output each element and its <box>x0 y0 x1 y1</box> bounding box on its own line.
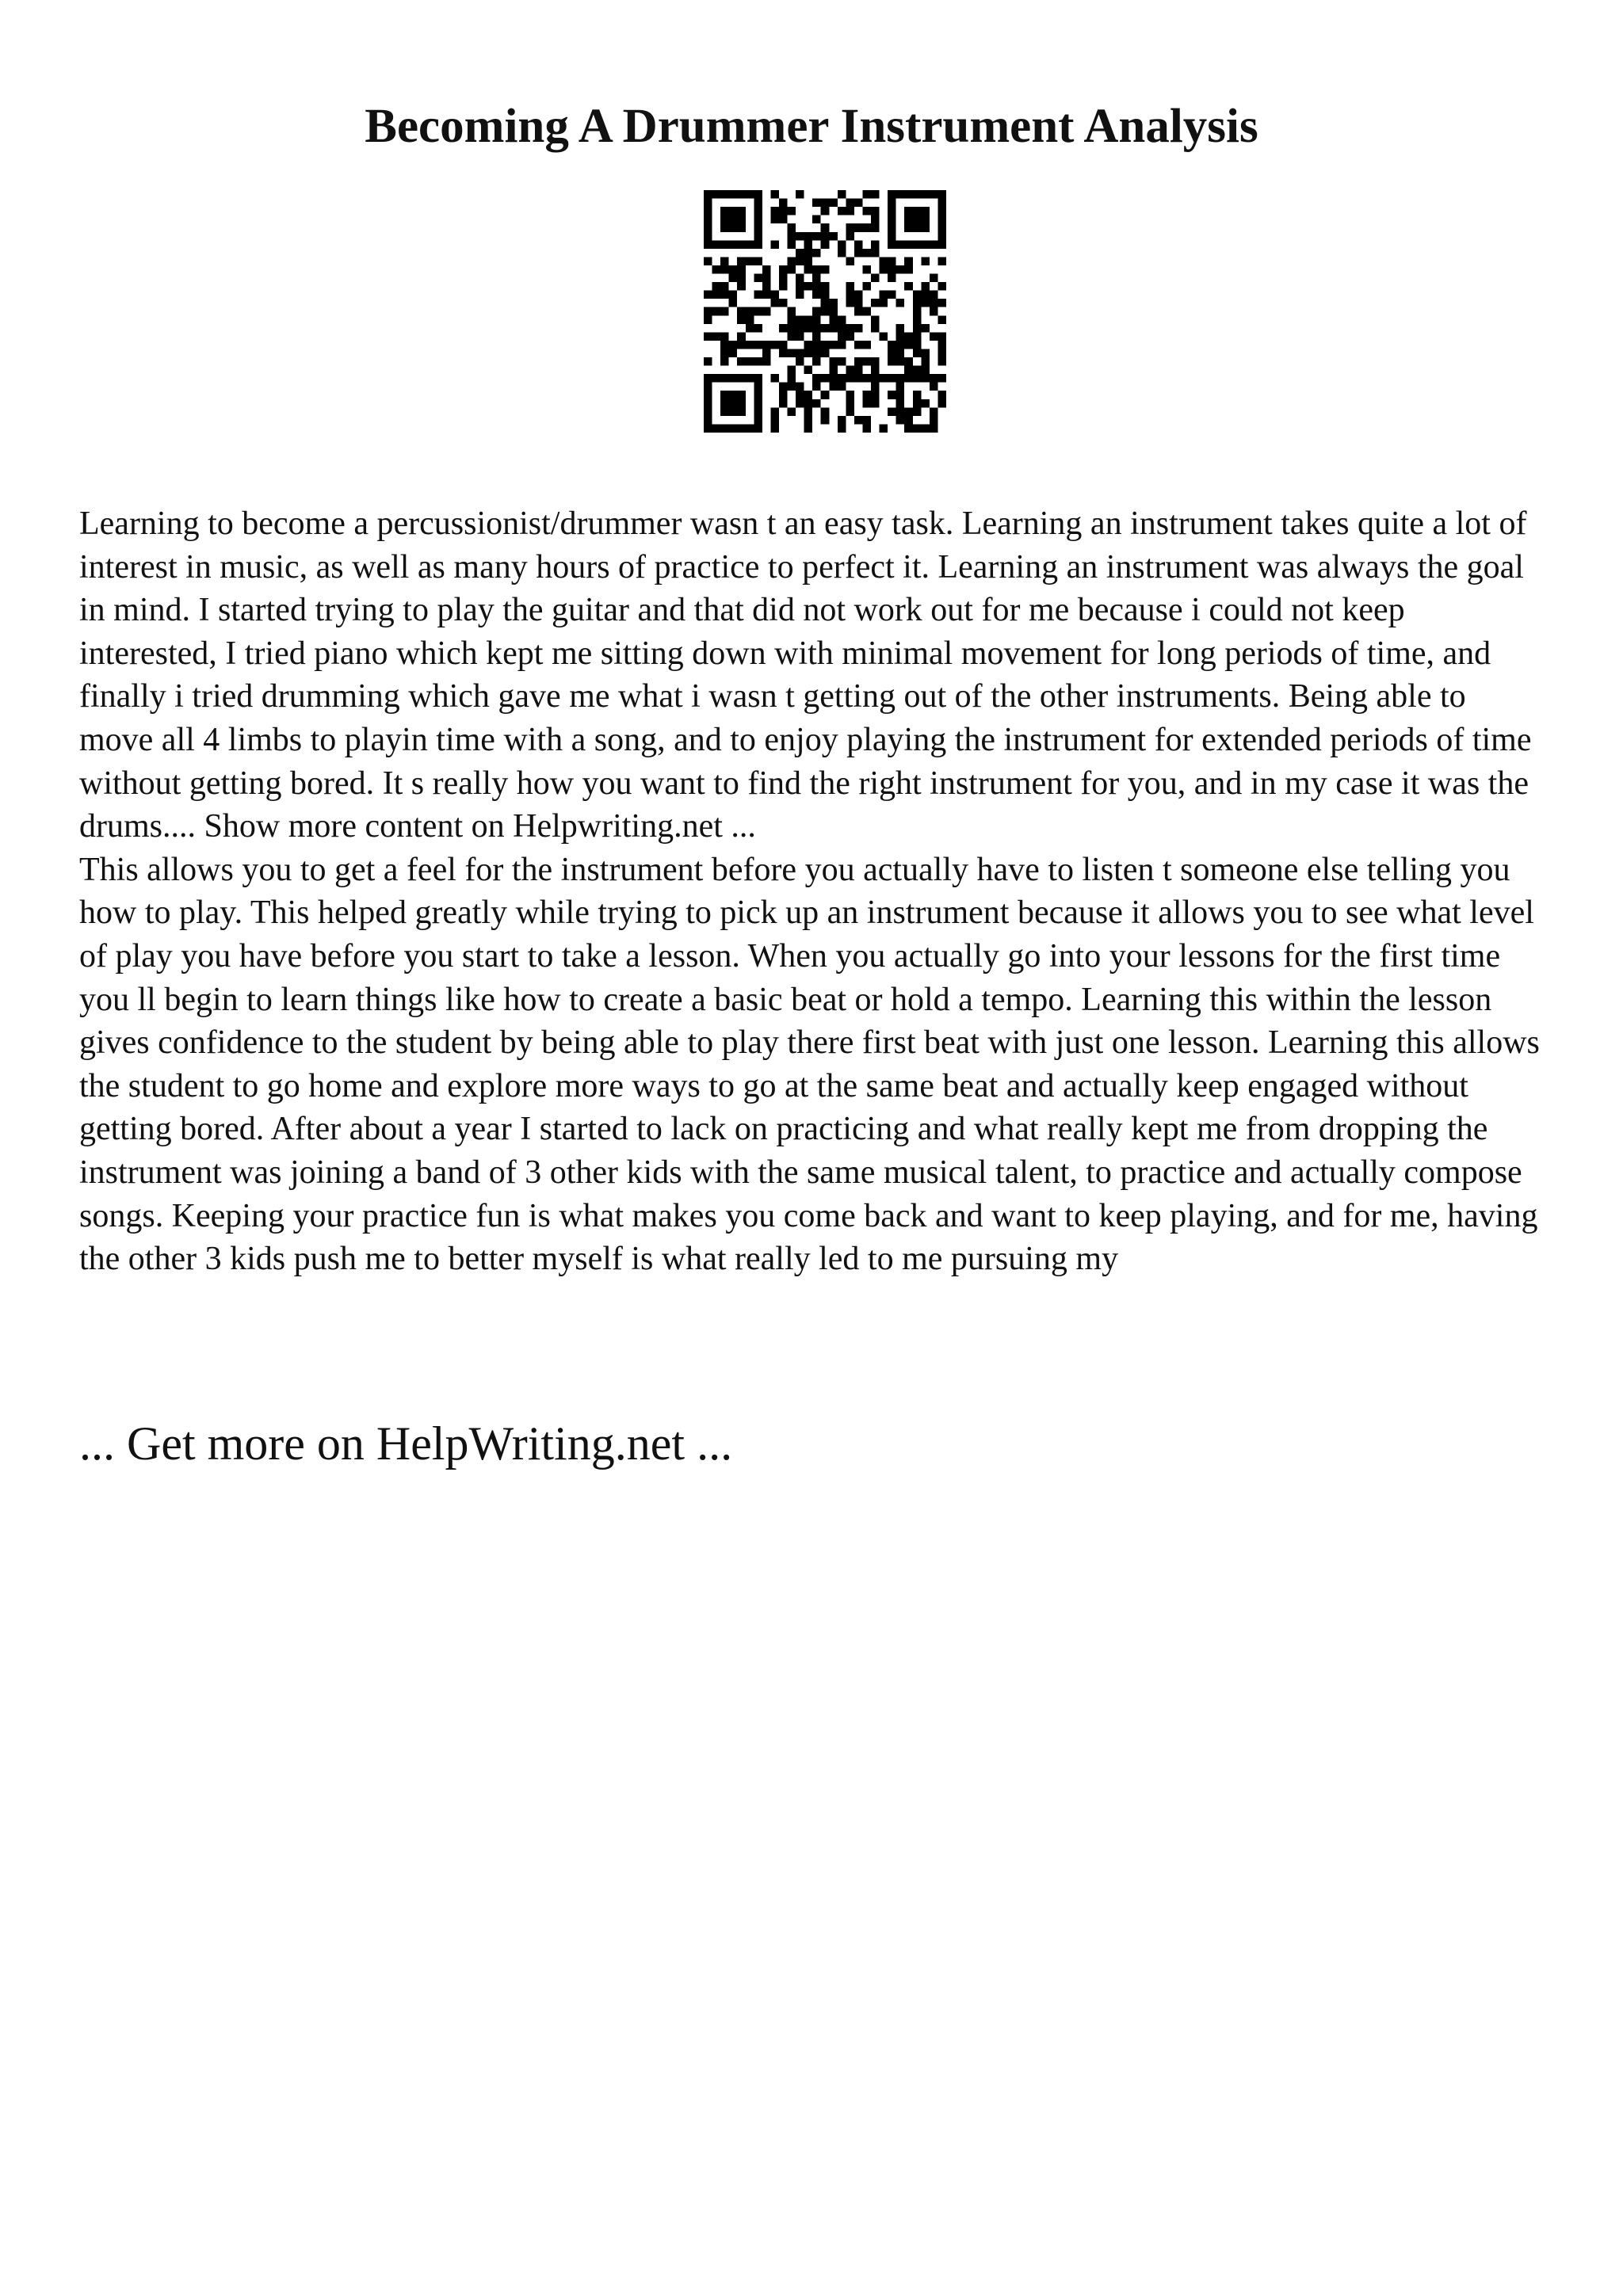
qr-code-graphic <box>704 190 946 433</box>
paragraph-1: Learning to become a percussionist/drummer wasn t an easy task. Learning an instrument takes quite a lot of interest in music, as well as many hours of practice to perfect it. Learning an instrument was always the goal in mind. I started trying to play the guitar and that did not work out for me because i could not keep interested, I tried piano which kept me sitting down with minimal movement for long periods of time, and finally i tried drumming which gave me what i wasn t getting out of the other instruments. Being able to move all 4 limbs to playin time with a song, and to enjoy playing the instrument for extended periods of time without getting bored. It s really how you want to find the right instrument for you, and in my case it was the drums.... Show more content on Helpwriting.net ... <box>79 505 1532 845</box>
qr-code-icon[interactable] <box>704 190 946 433</box>
paragraph-2: This allows you to get a feel for the instrument before you actually have to listen t someone else telling you how to play. This helped greatly while trying to pick up an instrument because it allows you to see what level of play you have before you start to take a lesson. When you actually go into your lessons for the first time you ll begin to learn things like how to create a basic beat or hold a tempo. Learning this within the lesson gives confidence to the student by being able to play there first beat with just one lesson. Learning this allows the student to go home and explore more ways to go at the same beat and actually keep engaged without getting bored. After about a year I started to lack on practicing and what really kept me from dropping the instrument was joining a band of 3 other kids with the same musical talent, to practice and actually compose songs. Keeping your practice fun is what makes you come back and want to keep playing, and for me, having the other 3 kids push me to better myself is what really led to me pursuing my <box>79 851 1540 1278</box>
page-title: Becoming A Drummer Instrument Analysis <box>365 100 1258 153</box>
article-body <box>79 502 1545 1281</box>
get-more-link[interactable]: ... Get more on HelpWriting.net ... <box>79 1417 733 1470</box>
